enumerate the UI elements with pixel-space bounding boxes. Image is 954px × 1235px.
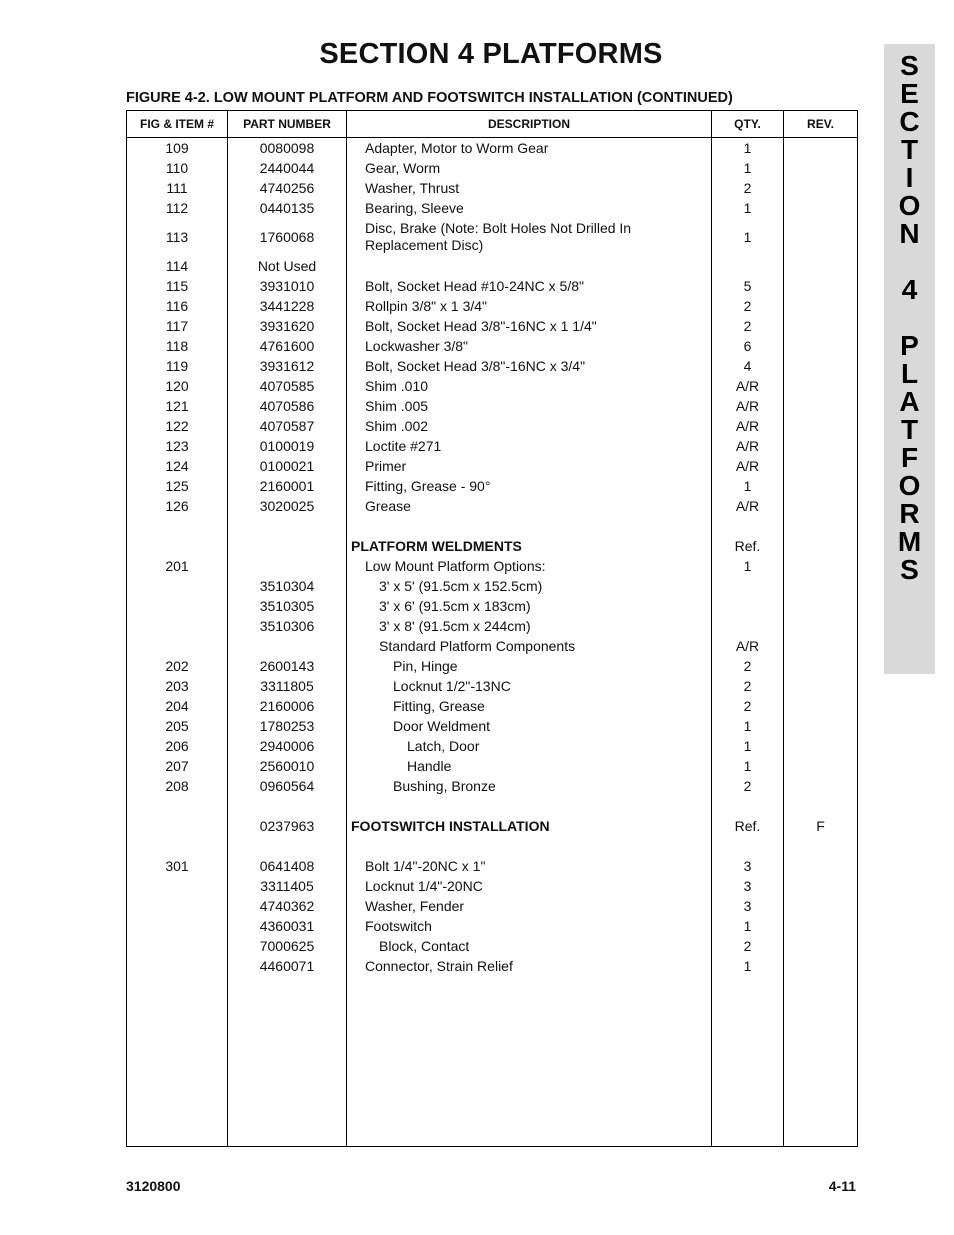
rev-cell xyxy=(784,158,857,178)
table-row xyxy=(127,796,857,816)
table-row xyxy=(127,536,857,556)
rev-cell xyxy=(784,696,857,716)
rev-cell xyxy=(784,516,857,536)
rev-cell xyxy=(784,736,857,756)
side-tab-letter: O xyxy=(898,470,921,501)
qty-cell: 2 xyxy=(743,180,752,196)
part-number-cell: 4740256 xyxy=(259,180,315,196)
part-number-cell: 2600143 xyxy=(259,658,315,674)
description-cell: Bushing, Bronze xyxy=(393,777,496,794)
part-number-cell: 4360031 xyxy=(259,918,315,934)
description-cell: Gear, Worm xyxy=(365,159,441,176)
fig-item-cell: 115 xyxy=(165,278,189,294)
part-number-cell: 4070585 xyxy=(259,378,315,394)
fig-item-cell: 301 xyxy=(165,858,189,874)
table-row xyxy=(127,936,857,956)
figure-title: FIGURE 4-2. LOW MOUNT PLATFORM AND FOOTSWITCH INSTALLATION (CONTINUED) xyxy=(126,90,733,106)
side-tab-letter: 4 xyxy=(901,274,918,305)
part-number-cell: 7000625 xyxy=(259,938,315,954)
description-cell xyxy=(347,836,711,856)
part-number-cell: 0237963 xyxy=(259,818,315,834)
description-cell: Bolt, Socket Head 3/8"-16NC x 3/4" xyxy=(365,357,586,374)
footer-document-number: 3120800 xyxy=(126,1178,181,1194)
fig-item-cell xyxy=(127,916,227,936)
rev-cell xyxy=(784,716,857,736)
qty-cell: 1 xyxy=(743,478,752,494)
side-tab-letter: P xyxy=(900,330,919,361)
qty-cell: A/R xyxy=(735,498,760,514)
description-cell: Standard Platform Components xyxy=(379,637,576,654)
fig-item-cell: 120 xyxy=(165,378,189,394)
rev-cell xyxy=(784,836,857,856)
table-row xyxy=(127,356,857,376)
rev-cell xyxy=(784,536,857,556)
part-number-cell xyxy=(228,516,346,536)
side-tab-letter: N xyxy=(899,218,920,249)
qty-cell: 2 xyxy=(743,298,752,314)
description-cell: Low Mount Platform Options: xyxy=(365,557,546,574)
table-row xyxy=(127,696,857,716)
part-number-cell: 0100021 xyxy=(259,458,315,474)
table-row xyxy=(127,396,857,416)
rev-cell xyxy=(784,876,857,896)
header-description: DESCRIPTION xyxy=(487,117,570,131)
fig-item-cell: 118 xyxy=(165,338,189,354)
rev-cell xyxy=(784,796,857,816)
part-number-cell: 3311405 xyxy=(260,878,314,894)
qty-cell: 2 xyxy=(743,938,752,954)
part-number-cell xyxy=(228,536,346,556)
table-row xyxy=(127,956,857,976)
rev-cell xyxy=(784,636,857,656)
fig-item-cell: 117 xyxy=(165,318,189,334)
part-number-cell: 0641408 xyxy=(259,858,315,874)
part-number-cell: 2440044 xyxy=(259,160,315,176)
page-title: SECTION 4 PLATFORMS xyxy=(319,38,663,70)
table-row xyxy=(127,336,857,356)
description-cell xyxy=(347,796,711,816)
description-cell: Fitting, Grease xyxy=(393,697,485,714)
fig-item-cell: 206 xyxy=(165,738,189,754)
table-row xyxy=(127,476,857,496)
fig-item-cell: 202 xyxy=(165,658,189,674)
qty-cell xyxy=(712,796,783,816)
table-row xyxy=(127,218,857,256)
part-number-cell: 3510305 xyxy=(259,598,315,614)
side-tab-letter: R xyxy=(899,498,920,529)
rev-cell xyxy=(784,896,857,916)
part-number-cell xyxy=(228,556,346,576)
fig-item-cell: 109 xyxy=(165,140,189,156)
qty-cell xyxy=(712,836,783,856)
table-row xyxy=(127,776,857,796)
table-row xyxy=(127,376,857,396)
fig-item-cell: 124 xyxy=(165,458,189,474)
qty-cell: Ref. xyxy=(734,818,761,834)
table-row xyxy=(127,596,857,616)
rev-cell xyxy=(784,476,857,496)
qty-cell: 1 xyxy=(743,229,752,245)
description-cell xyxy=(347,516,711,536)
part-number-cell: 4460071 xyxy=(259,958,315,974)
fig-item-cell xyxy=(127,936,227,956)
header-fig-item: FIG & ITEM # xyxy=(139,117,214,131)
fig-item-cell: 204 xyxy=(165,698,189,714)
rev-cell xyxy=(784,396,857,416)
part-number-cell: 0080098 xyxy=(259,140,315,156)
rev-cell xyxy=(784,496,857,516)
description-cell: Shim .005 xyxy=(365,397,429,414)
parts-table xyxy=(126,110,858,1147)
table-row xyxy=(127,556,857,576)
qty-cell xyxy=(712,576,783,596)
fig-item-cell xyxy=(127,816,227,836)
part-number-cell: 3931010 xyxy=(259,278,315,294)
description-cell: Connector, Strain Relief xyxy=(365,957,513,974)
footer-page-number: 4-11 xyxy=(828,1178,856,1194)
part-number-cell: 1760068 xyxy=(259,229,315,245)
table-row xyxy=(127,316,857,336)
table-row xyxy=(127,276,857,296)
fig-item-cell: 111 xyxy=(166,180,188,196)
description-cell: 3' x 5' (91.5cm x 152.5cm) xyxy=(379,577,543,594)
rev-cell xyxy=(784,656,857,676)
fig-item-cell: 205 xyxy=(165,718,189,734)
part-number-cell xyxy=(228,636,346,656)
part-number-cell: 2160006 xyxy=(259,698,315,714)
rev-cell xyxy=(784,376,857,396)
rev-cell xyxy=(784,296,857,316)
qty-cell: 1 xyxy=(743,160,752,176)
rev-cell xyxy=(784,316,857,336)
header-part-number: PART NUMBER xyxy=(243,117,331,131)
table-row xyxy=(127,256,857,276)
table-row xyxy=(127,158,857,178)
description-cell: Primer xyxy=(365,457,407,474)
table-row xyxy=(127,656,857,676)
fig-item-cell: 121 xyxy=(165,398,189,414)
fig-item-cell xyxy=(127,576,227,596)
side-tab-letter: S xyxy=(900,554,919,585)
qty-cell: 1 xyxy=(743,200,752,216)
side-tab-letter: O xyxy=(898,190,921,221)
rev-cell xyxy=(784,936,857,956)
table-row xyxy=(127,496,857,516)
part-number-cell: 4740362 xyxy=(259,898,315,914)
description-cell: FOOTSWITCH INSTALLATION xyxy=(351,817,550,834)
qty-cell: A/R xyxy=(735,398,760,414)
fig-item-cell: 110 xyxy=(165,160,189,176)
fig-item-cell xyxy=(127,616,227,636)
table-row xyxy=(127,516,857,536)
rev-cell xyxy=(784,776,857,796)
description-cell: Bolt, Socket Head 3/8"-16NC x 1 1/4" xyxy=(365,317,597,334)
qty-cell: 2 xyxy=(743,778,752,794)
description-cell: Locknut 1/4"-20NC xyxy=(365,877,483,894)
qty-cell: 3 xyxy=(743,898,752,914)
table-body xyxy=(127,138,857,976)
part-number-cell: 0100019 xyxy=(259,438,315,454)
part-number-cell: 4070586 xyxy=(259,398,315,414)
description-cell: Fitting, Grease - 90° xyxy=(365,477,491,494)
fig-item-cell: 112 xyxy=(165,200,189,216)
qty-cell: 3 xyxy=(743,858,752,874)
fig-item-cell xyxy=(127,636,227,656)
fig-item-cell xyxy=(127,596,227,616)
fig-item-cell xyxy=(127,876,227,896)
fig-item-cell xyxy=(127,516,227,536)
table-row xyxy=(127,436,857,456)
side-tab-letter: F xyxy=(900,442,919,473)
side-tab-letter xyxy=(884,248,935,276)
qty-cell: A/R xyxy=(735,438,760,454)
table-row xyxy=(127,716,857,736)
fig-item-cell: 116 xyxy=(165,298,189,314)
rev-cell xyxy=(784,916,857,936)
header-qty: QTY. xyxy=(734,117,761,131)
side-tab-letter: M xyxy=(897,526,922,557)
rev-cell xyxy=(784,596,857,616)
fig-item-cell: 114 xyxy=(165,258,189,274)
qty-cell: A/R xyxy=(735,418,760,434)
part-number-cell: 1780253 xyxy=(259,718,315,734)
header-rev: REV. xyxy=(807,117,834,131)
description-cell: Bearing, Sleeve xyxy=(365,199,464,216)
part-number-cell: 3311805 xyxy=(260,678,314,694)
description-cell: Washer, Fender xyxy=(365,897,465,914)
part-number-cell: 3510306 xyxy=(259,618,315,634)
description-cell: PLATFORM WELDMENTS xyxy=(351,537,522,554)
fig-item-cell: 113 xyxy=(165,229,189,245)
description-cell: Bolt, Socket Head #10-24NC x 5/8" xyxy=(365,277,584,294)
rev-cell xyxy=(784,576,857,596)
side-tab-letter: T xyxy=(900,414,919,445)
description-cell: Grease xyxy=(365,497,411,514)
qty-cell: 2 xyxy=(743,678,752,694)
rev-cell xyxy=(784,416,857,436)
qty-cell: Ref. xyxy=(734,538,761,554)
part-number-cell: 3441228 xyxy=(259,298,315,314)
side-tab-letter: C xyxy=(899,106,920,137)
rev-cell xyxy=(784,956,857,976)
fig-item-cell xyxy=(127,536,227,556)
table-row xyxy=(127,198,857,218)
rev-cell xyxy=(784,556,857,576)
qty-cell: A/R xyxy=(735,378,760,394)
fig-item-cell: 119 xyxy=(165,358,189,374)
fig-item-cell xyxy=(127,896,227,916)
table-row xyxy=(127,676,857,696)
fig-item-cell: 207 xyxy=(165,758,189,774)
side-tab-letter: I xyxy=(905,162,914,193)
qty-cell: 5 xyxy=(743,278,752,294)
description-cell: Latch, Door xyxy=(407,737,480,754)
description-cell: 3' x 6' (91.5cm x 183cm) xyxy=(379,597,531,614)
part-number-cell: 3510304 xyxy=(259,578,315,594)
table-row xyxy=(127,576,857,596)
table-row xyxy=(127,856,857,876)
rev-cell xyxy=(784,218,857,256)
fig-item-cell xyxy=(127,956,227,976)
qty-cell: 1 xyxy=(743,918,752,934)
table-row xyxy=(127,836,857,856)
qty-cell: 1 xyxy=(743,758,752,774)
qty-cell: 2 xyxy=(743,318,752,334)
rev-cell xyxy=(784,276,857,296)
fig-item-cell: 201 xyxy=(165,558,189,574)
qty-cell xyxy=(712,256,783,276)
side-tab-letter xyxy=(884,304,935,332)
description-cell: Washer, Thrust xyxy=(365,179,460,196)
description-cell: Handle xyxy=(407,757,452,774)
qty-cell: 1 xyxy=(743,140,752,156)
rev-cell xyxy=(784,676,857,696)
table-row xyxy=(127,736,857,756)
qty-cell: 6 xyxy=(743,338,752,354)
rev-cell xyxy=(784,436,857,456)
side-tab-letter: S xyxy=(900,50,919,81)
description-cell: Adapter, Motor to Worm Gear xyxy=(365,139,549,156)
table-row xyxy=(127,456,857,476)
description-cell: Locknut 1/2"-13NC xyxy=(393,677,511,694)
qty-cell: 3 xyxy=(743,878,752,894)
description-cell: Lockwasher 3/8" xyxy=(365,337,469,354)
description-cell: Disc, Brake (Note: Bolt Holes Not Drilled In Replacement Disc) xyxy=(365,220,632,253)
qty-cell: 4 xyxy=(743,358,752,374)
part-number-cell xyxy=(228,796,346,816)
description-cell: Shim .002 xyxy=(365,417,429,434)
part-number-cell: 2160001 xyxy=(259,478,315,494)
part-number-cell xyxy=(228,836,346,856)
table-row xyxy=(127,296,857,316)
part-number-cell: 3931612 xyxy=(259,358,315,374)
part-number-cell: 0960564 xyxy=(259,778,315,794)
fig-item-cell xyxy=(127,836,227,856)
qty-cell: A/R xyxy=(735,638,760,654)
fig-item-cell: 208 xyxy=(165,778,189,794)
table-row xyxy=(127,916,857,936)
rev-cell xyxy=(784,138,857,158)
qty-cell: 1 xyxy=(743,718,752,734)
qty-cell: 2 xyxy=(743,658,752,674)
qty-cell: 1 xyxy=(743,958,752,974)
part-number-cell: 3931620 xyxy=(259,318,315,334)
rev-cell xyxy=(784,456,857,476)
description-cell: Shim .010 xyxy=(365,377,429,394)
table-row xyxy=(127,616,857,636)
part-number-cell: 2940006 xyxy=(259,738,315,754)
description-cell: Bolt 1/4"-20NC x 1" xyxy=(365,857,486,874)
rev-cell xyxy=(784,616,857,636)
qty-cell xyxy=(712,616,783,636)
description-cell: Pin, Hinge xyxy=(393,657,458,674)
qty-cell xyxy=(712,516,783,536)
fig-item-cell xyxy=(127,796,227,816)
part-number-cell: 3020025 xyxy=(259,498,315,514)
fig-item-cell: 126 xyxy=(165,498,189,514)
table-row xyxy=(127,138,857,158)
rev-cell xyxy=(784,856,857,876)
fig-item-cell: 122 xyxy=(165,418,189,434)
description-cell: Rollpin 3/8" x 1 3/4" xyxy=(365,297,488,314)
qty-cell: 1 xyxy=(743,738,752,754)
part-number-cell: Not Used xyxy=(257,258,317,274)
qty-cell: 2 xyxy=(743,698,752,714)
rev-cell: F xyxy=(816,818,825,834)
table-row xyxy=(127,876,857,896)
table-row xyxy=(127,416,857,436)
qty-cell: 1 xyxy=(743,558,752,574)
table-row xyxy=(127,896,857,916)
side-tab-letter: L xyxy=(900,358,919,389)
rev-cell xyxy=(784,198,857,218)
fig-item-cell: 123 xyxy=(165,438,189,454)
table-row xyxy=(127,178,857,198)
description-cell: Loctite #271 xyxy=(365,437,442,454)
side-tab-letter: E xyxy=(900,78,919,109)
qty-cell: A/R xyxy=(735,458,760,474)
table-row xyxy=(127,816,857,836)
description-cell: Block, Contact xyxy=(379,937,470,954)
description-cell: Footswitch xyxy=(365,917,432,934)
part-number-cell: 2560010 xyxy=(259,758,315,774)
description-cell: 3' x 8' (91.5cm x 244cm) xyxy=(379,617,531,634)
rev-cell xyxy=(784,178,857,198)
rev-cell xyxy=(784,336,857,356)
description-cell: Door Weldment xyxy=(393,717,491,734)
part-number-cell: 4070587 xyxy=(259,418,315,434)
rev-cell xyxy=(784,256,857,276)
side-tab-letter: T xyxy=(900,134,919,165)
table-row xyxy=(127,756,857,776)
side-tab-letter: A xyxy=(899,386,920,417)
part-number-cell: 0440135 xyxy=(259,200,315,216)
fig-item-cell: 203 xyxy=(165,678,189,694)
qty-cell xyxy=(712,596,783,616)
table-row xyxy=(127,636,857,656)
section-side-tab xyxy=(884,44,935,674)
rev-cell xyxy=(784,356,857,376)
rev-cell xyxy=(784,756,857,776)
fig-item-cell: 125 xyxy=(165,478,189,494)
side-tab-letters xyxy=(884,52,935,584)
description-cell xyxy=(347,256,711,276)
part-number-cell: 4761600 xyxy=(259,338,315,354)
